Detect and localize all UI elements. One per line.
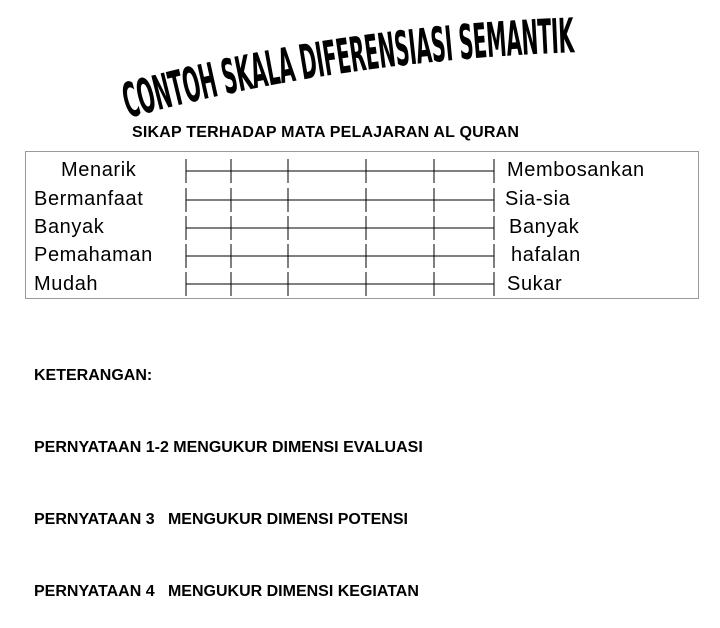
scale-left-label: Bermanfaat	[34, 188, 144, 210]
scale-left-label: Menarik	[61, 159, 137, 181]
keterangan-heading: KETERANGAN:	[34, 367, 153, 384]
scale-right-label: Membosankan	[507, 159, 645, 181]
rating-scale-line	[184, 270, 504, 298]
scale-left-label: Pemahaman	[34, 244, 153, 266]
scale-left-label: Banyak	[34, 216, 105, 238]
scale-right-label: Sukar	[507, 273, 563, 295]
rating-scale-line	[184, 186, 504, 214]
keterangan-line-3: PERNYATAAN 4 MENGUKUR DIMENSI KEGIATAN	[34, 583, 419, 600]
keterangan-block	[34, 316, 423, 628]
scale-right-label: hafalan	[511, 244, 581, 266]
subtitle: SIKAP TERHADAP MATA PELAJARAN AL QURAN	[132, 124, 520, 141]
page-title-text: CONTOH SKALA DIFERENSIASI SEMANTIK	[116, 7, 596, 130]
scale-right-label: Sia-sia	[505, 188, 571, 210]
scale-right-label: Banyak	[509, 216, 580, 238]
page-title	[0, 0, 720, 130]
scale-left-label: Mudah	[34, 273, 99, 295]
rating-scale-line	[184, 214, 504, 242]
keterangan-line-1: PERNYATAAN 1-2 MENGUKUR DIMENSI EVALUASI	[34, 439, 423, 456]
rating-scale-line	[184, 242, 504, 270]
rating-scale-line	[184, 157, 504, 185]
keterangan-line-2: PERNYATAAN 3 MENGUKUR DIMENSI POTENSI	[34, 511, 408, 528]
